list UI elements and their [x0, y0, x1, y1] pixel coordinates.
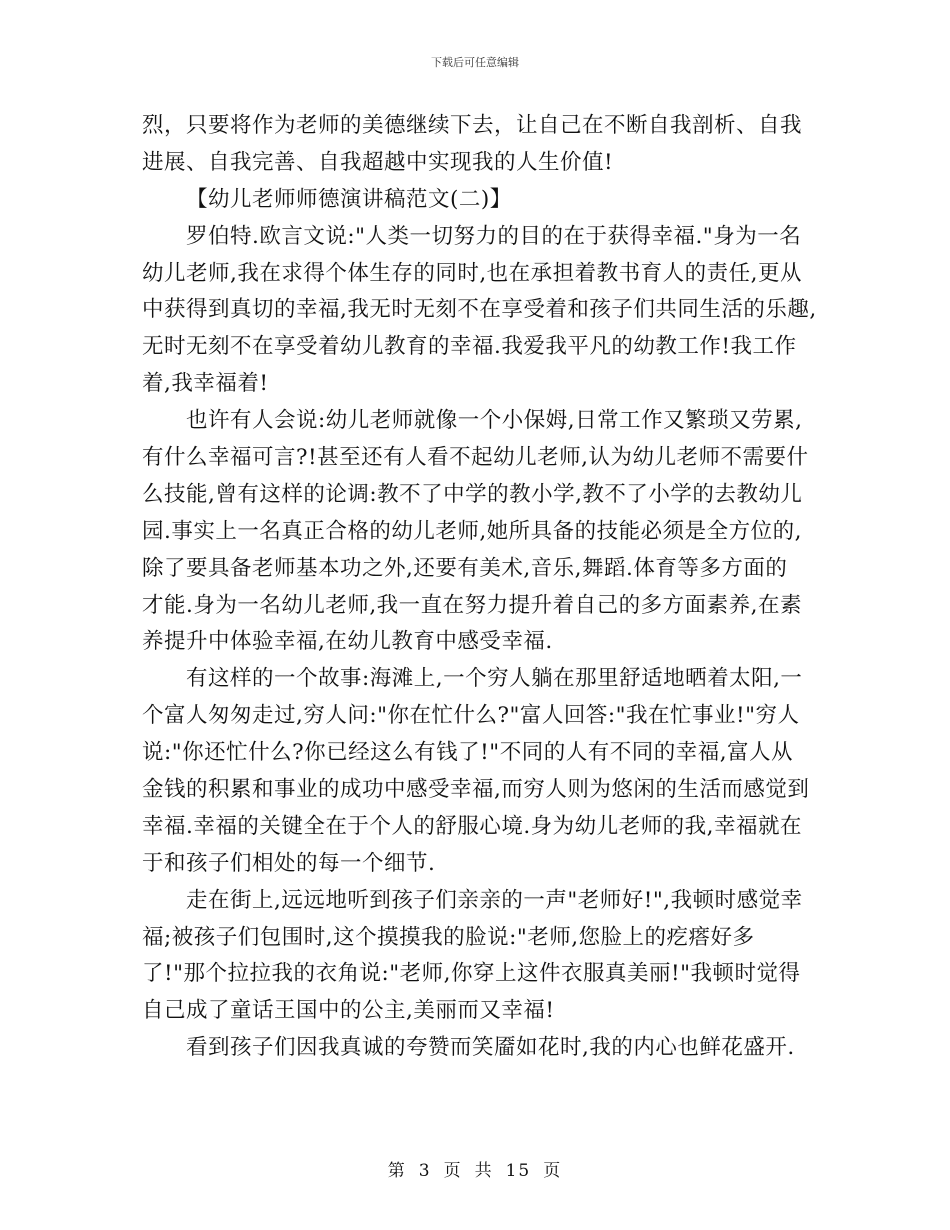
text-line: 幼儿老师,我在求得个体生存的同时,也在承担着教书育人的责任,更从	[142, 260, 803, 286]
text-line: 福;被孩子们包围时,这个摸摸我的脸说:"老师,您脸上的疙瘩好多	[142, 924, 755, 950]
text-line: 么技能,曾有这样的论调:教不了中学的教小学,教不了小学的去教幼儿	[142, 481, 803, 507]
text-line: 烈，只要将作为老师的美德继续下去，让自己在不断自我剖析、自我	[142, 113, 803, 138]
text-line: 除了要具备老师基本功之外,还要有美术,音乐,舞蹈.体育等多方面的	[142, 555, 788, 581]
page-header-note: 下载后可任意编辑	[431, 56, 519, 69]
text-line: 无时无刻不在享受着幼儿教育的幸福.我爱我平凡的幼教工作!我工作	[142, 334, 797, 360]
text-line: 中获得到真切的幸福,我无时无刻不在享受着和孩子们共同生活的乐趣,	[142, 297, 817, 323]
footer-total-pages: 15	[505, 1161, 532, 1181]
text-line: 于和孩子们相处的每一个细节.	[142, 850, 436, 876]
text-line: 才能.身为一名幼儿老师,我一直在努力提升着自己的多方面素养,在素	[142, 592, 803, 618]
footer-total-word: 共	[474, 1161, 494, 1181]
page-footer	[0, 1156, 950, 1181]
footer-suffix: 页	[543, 1161, 563, 1181]
paragraph-start-line: 也许有人会说:幼儿老师就像一个小保姆,日常工作又繁琐又劳累,	[186, 408, 803, 434]
text-line: 着,我幸福着!	[142, 371, 269, 397]
text-line: 养提升中体验幸福,在幼儿教育中感受幸福.	[142, 629, 553, 655]
text-line: 自己成了童话王国中的公主,美丽而又幸福!	[142, 998, 555, 1024]
section-heading: 【幼儿老师师德演讲稿范文(二)】	[186, 186, 512, 212]
text-line: 进展、自我完善、自我超越中实现我的人生价值!	[142, 149, 614, 175]
text-line: 个富人匆匆走过,穷人问:"你在忙什么?"富人回答:"我在忙事业!"穷人	[142, 703, 800, 729]
document-body	[142, 108, 817, 1067]
text-line: 园.事实上一名真正合格的幼儿老师,她所具备的技能必须是全方位的,	[142, 518, 803, 544]
text-line: 金钱的积累和事业的成功中感受幸福,而穷人则为悠闲的生活而感觉到	[142, 777, 810, 803]
footer-prefix: 第	[387, 1161, 407, 1181]
footer-page-word: 页	[443, 1161, 463, 1181]
text-line: 有什么幸福可言?!甚至还有人看不起幼儿老师,认为幼儿老师不需要什	[142, 445, 809, 471]
text-line: 了!"那个拉拉我的衣角说:"老师,你穿上这件衣服真美丽!"我顿时觉得	[142, 961, 801, 987]
paragraph-start-line: 罗伯特.欧言文说:"人类一切努力的目的在于获得幸福."身为一名	[186, 223, 802, 249]
footer-page-number: 3	[418, 1161, 432, 1181]
paragraph-start-line: 有这样的一个故事:海滩上,一个穷人躺在那里舒适地晒着太阳,一	[186, 666, 803, 692]
paragraph-start-line: 看到孩子们因我真诚的夸赞而笑靥如花时,我的内心也鲜花盛开.	[186, 1035, 795, 1061]
paragraph-start-line: 走在街上,远远地听到孩子们亲亲的一声"老师好!",我顿时感觉幸	[186, 887, 803, 913]
text-line: 说:"你还忙什么?你已经这么有钱了!"不同的人有不同的幸福,富人从	[142, 740, 794, 766]
text-line: 幸福.幸福的关键全在于个人的舒服心境.身为幼儿老师的我,幸福就在	[142, 813, 803, 839]
